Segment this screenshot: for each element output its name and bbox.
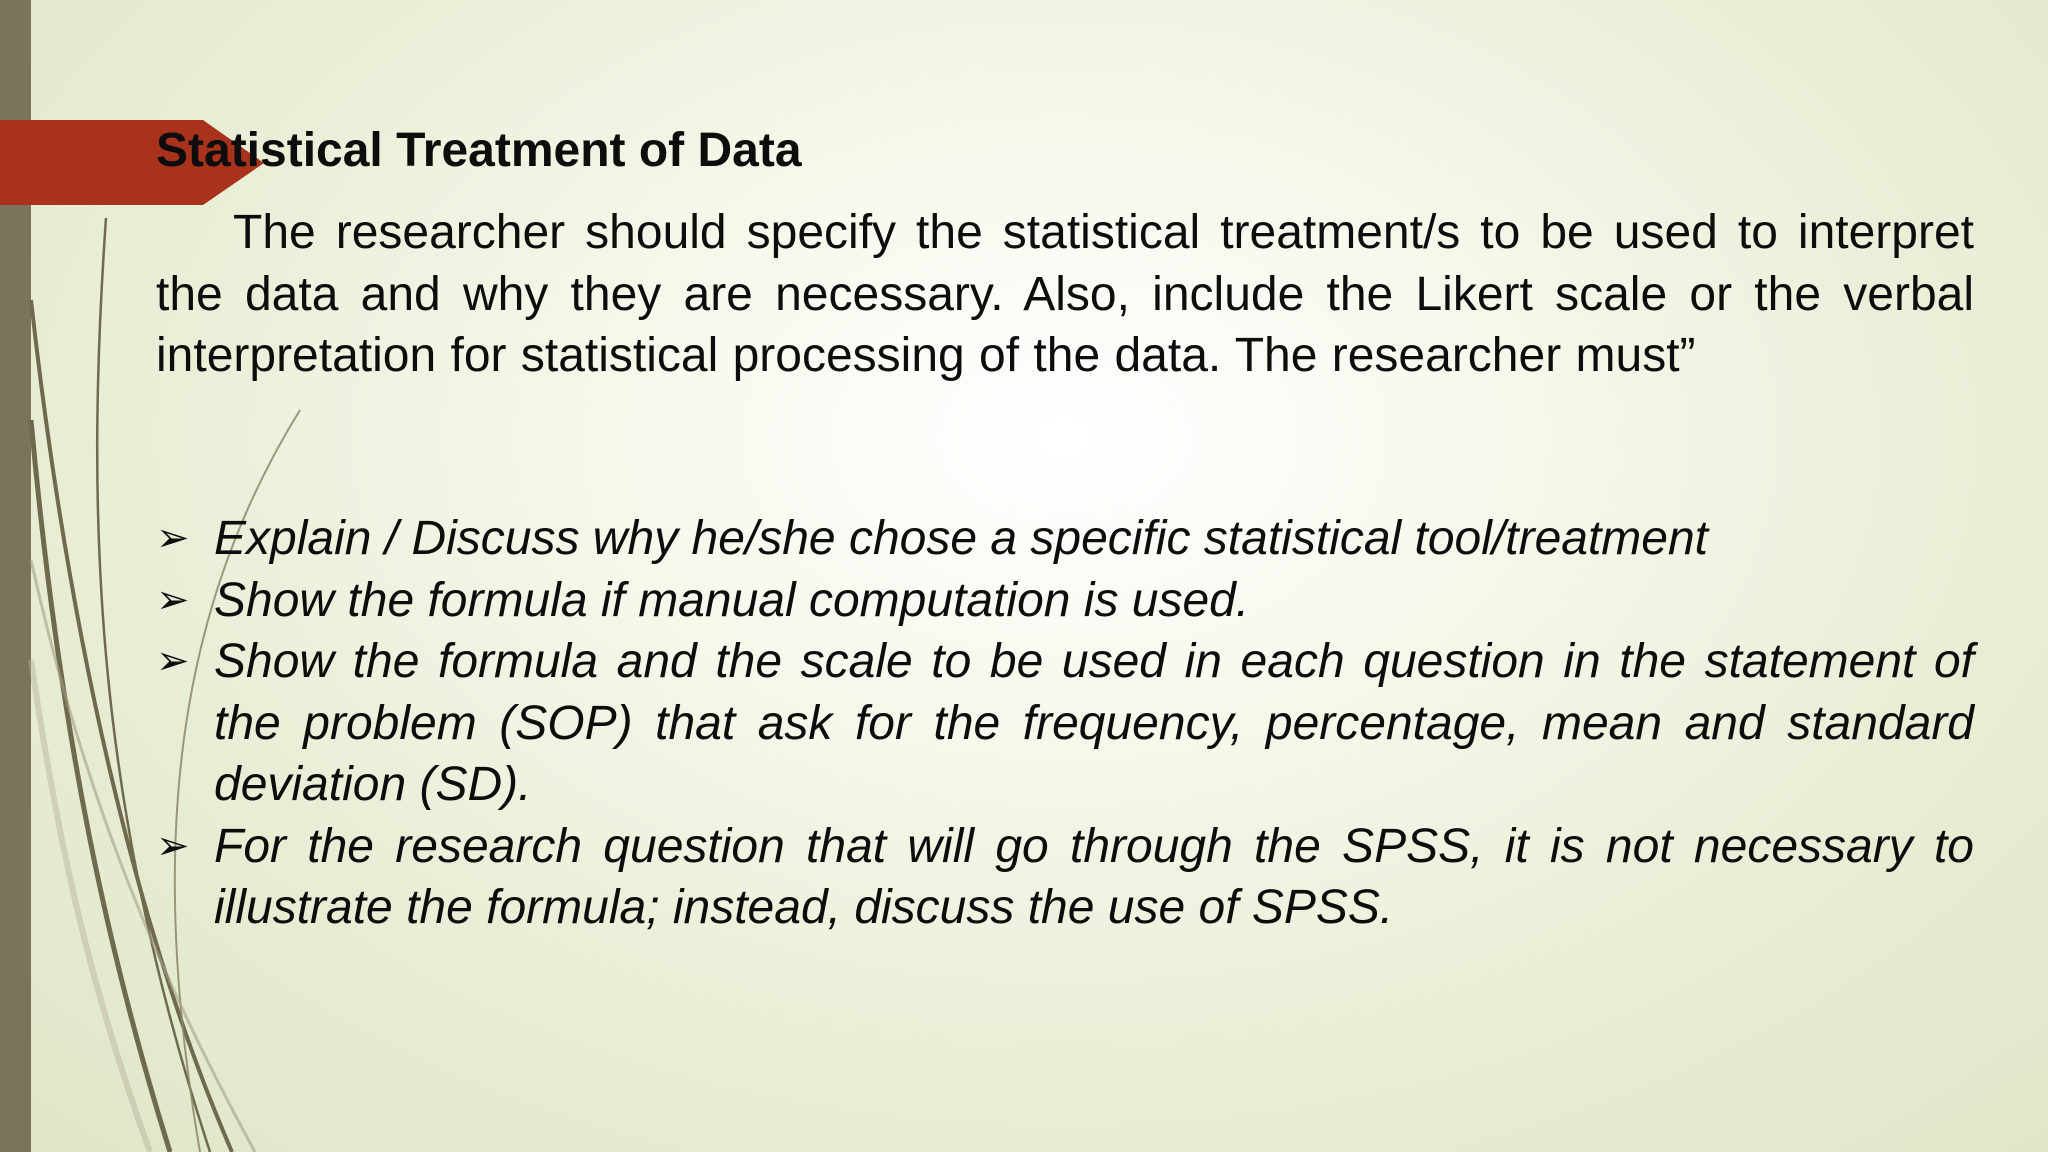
bullet-text: Explain / Discuss why he/she chose a specific statistical tool/treatment [214,512,1708,565]
bullet-text: Show the formula if manual computation is used. [214,573,1250,627]
bullet-item [156,816,1974,939]
arrow-bullet-icon: ➢ [156,515,190,561]
bullet-text: Show the formula and the scale to be used in each question in the statement of the problem (SOP) that ask for the frequency, percentage, mean and standard deviation (SD). [214,635,1974,811]
arrow-bullet-icon: ➢ [156,576,190,623]
intro-paragraph: The researcher should specify the statistical treatment/s to be used to interpret the data and why they are necessary. Also, include the Likert scale or the verbal interpretation for statistical processing of the data. The researcher must” [156,206,1974,382]
slide-title: Statistical Treatment of Data [156,124,802,177]
bullet-item [156,631,1974,816]
bullet-item [156,570,1974,632]
arrow-bullet-icon: ➢ [156,822,190,869]
arrow-bullet-icon: ➢ [156,638,190,684]
bullet-list [156,508,1974,939]
bullet-item [156,508,1974,570]
bullet-text: For the research question that will go through the SPSS, it is not necessary to illustrate the formula; instead, discuss the use of SPSS. [214,819,1974,934]
swoosh-line [31,660,150,1152]
